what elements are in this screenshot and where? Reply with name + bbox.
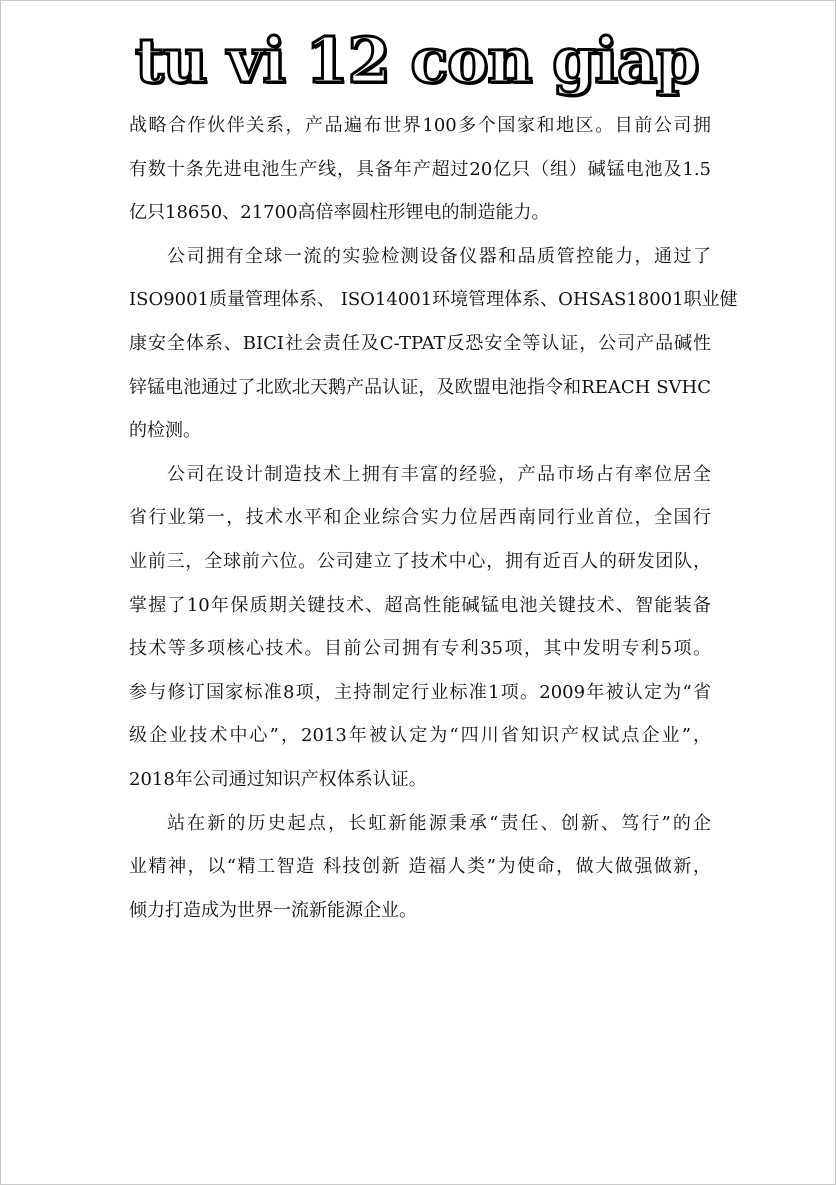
paragraph-3-line-8: 2018年公司通过知识产权体系认证。 (129, 768, 427, 790)
paragraph-2-line-3: 康安全体系、BICI社会责任及C-TPAT反恐安全等认证，公司产品碱性 (129, 332, 711, 354)
paragraph-3-line-6: 参与修订国家标准8项，主持制定行业标准1项。2009年被认定为“省 (129, 681, 711, 703)
paragraph-3-line-7: 级企业技术中心”，2013年被认定为“四川省知识产权试点企业”， (129, 725, 711, 747)
paragraph-3-line-2: 省行业第一，技术水平和企业综合实力位居西南同行业首位，全国行 (129, 507, 711, 529)
paragraph-3-line-3: 业前三，全球前六位。公司建立了技术中心，拥有近百人的研发团队， (129, 550, 711, 572)
paragraph-2-line-5: 的检测。 (129, 420, 201, 442)
paragraph-1-line-1: 战略合作伙伴关系，产品遍布世界100多个国家和地区。目前公司拥 (129, 115, 711, 136)
paragraph-3-line-1: 公司在设计制造技术上拥有丰富的经验，产品市场占有率位居全 (167, 463, 711, 485)
paragraph-4-line-1: 站在新的历史起点，长虹新能源秉承“责任、创新、笃行”的企 (167, 812, 711, 834)
document-body (129, 104, 738, 932)
paragraph-3-line-5: 技术等多项核心技术。目前公司拥有专利35项，其中发明专利5项。 (129, 638, 711, 660)
paragraph-4-line-2: 业精神，以“精工智造 科技创新 造福人类”为使命，做大做强做新， (129, 856, 711, 878)
watermark-title: tu vi 12 con giap (135, 24, 699, 97)
paragraph-2-line-4: 锌锰电池通过了北欧北天鹅产品认证，及欧盟电池指令和REACH SVHC (129, 376, 711, 398)
paragraph-4-line-3: 倾力打造成为世界一流新能源企业。 (129, 899, 417, 921)
paragraph-1-line-2: 有数十条先进电池生产线，具备年产超过20亿只（组）碱锰电池及1.5 (129, 158, 711, 180)
paragraph-1-line-3: 亿只18650、21700高倍率圆柱形锂电的制造能力。 (129, 202, 550, 224)
paragraph-2-line-2: ISO9001质量管理体系、 ISO14001环境管理体系、OHSAS18001职业健 (129, 289, 738, 311)
paragraph-3-line-4: 掌握了10年保质期关键技术、超高性能碱锰电池关键技术、智能装备 (129, 594, 711, 616)
paragraph-2-line-1: 公司拥有全球一流的实验检测设备仪器和品质管控能力，通过了 (167, 245, 711, 267)
